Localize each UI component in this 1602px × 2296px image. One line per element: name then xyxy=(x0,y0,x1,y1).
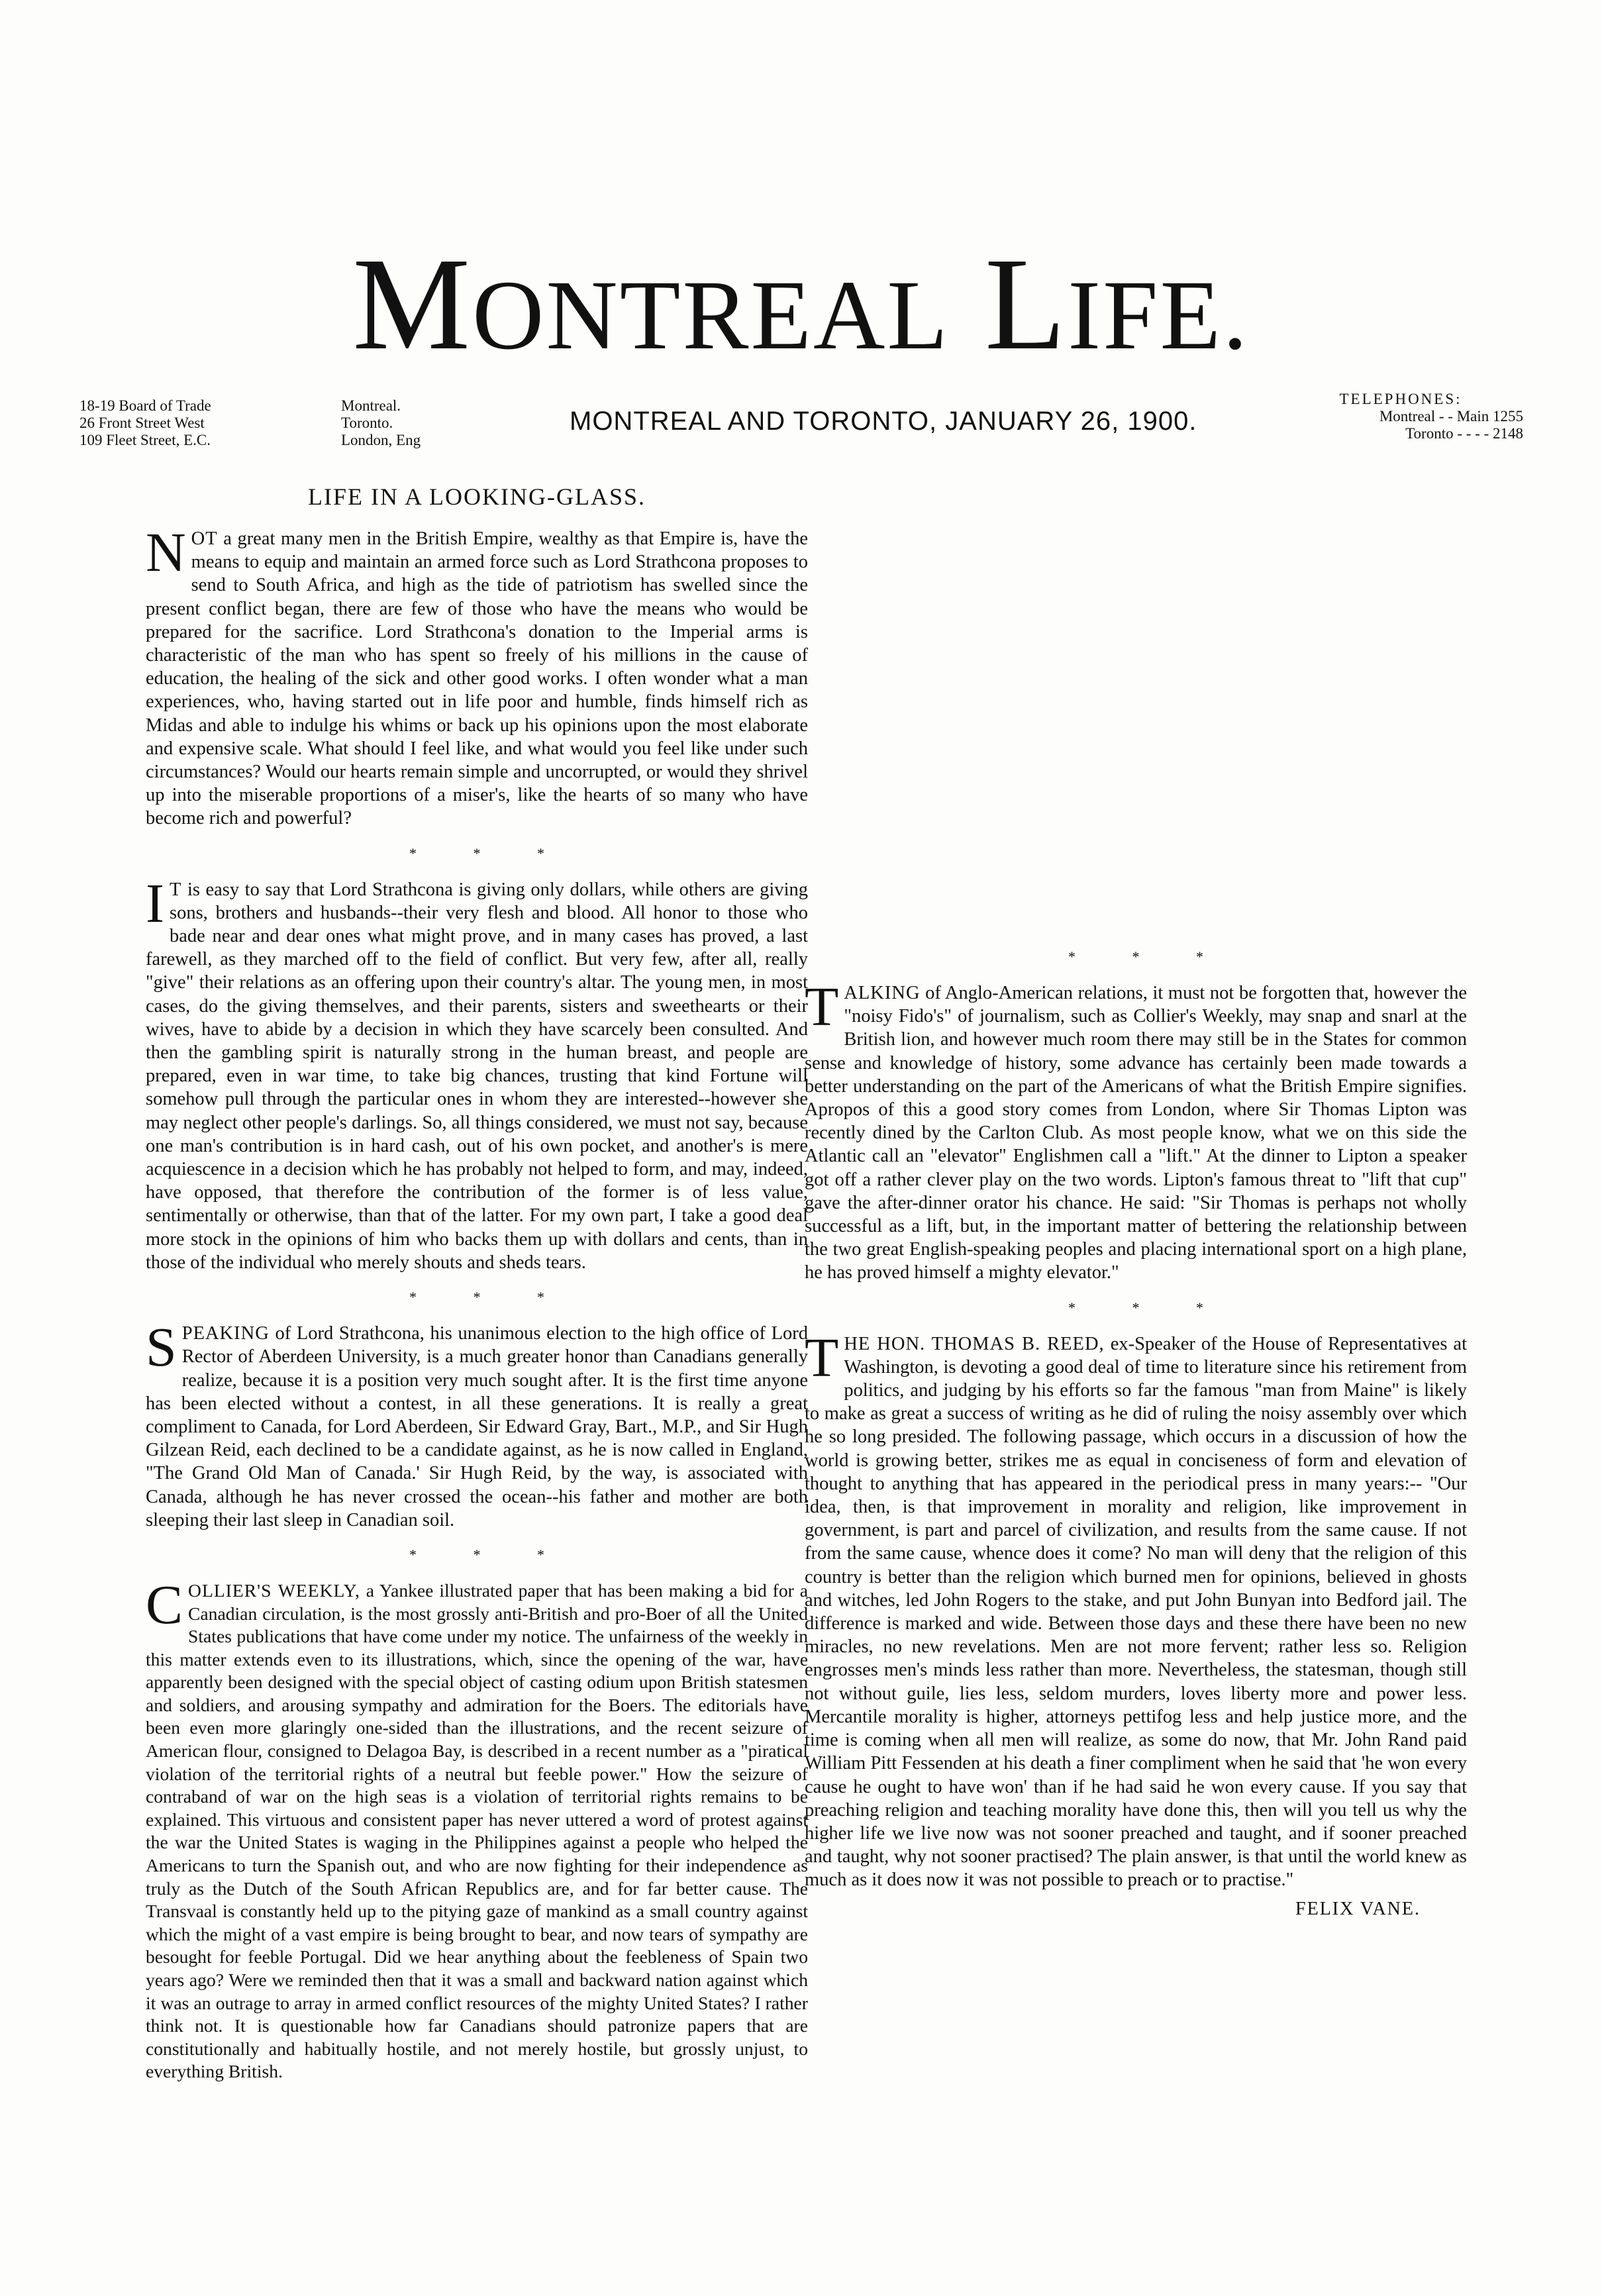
office-addresses xyxy=(79,397,331,449)
city-line: London, Eng xyxy=(341,432,421,448)
section-separator: * * * xyxy=(409,844,544,862)
section-separator: * * * xyxy=(409,1289,544,1306)
telephone-block xyxy=(1238,391,1523,442)
section-separator: * * * xyxy=(1068,948,1203,965)
article-colliers-weekly: COLLIER'S WEEKLY, a Yankee illustrated paper that has been making a bid for a Canadian circulation, is the most grossly anti-British and pro-Boer of all the United States publications that have come under my notice. The unfairness of the weekly in this matter extends even to its illustrations, which, since the opening of the war, have apparently been designed with the special object of casting odium upon British statesmen and soldiers, and arousing sympathy and admiration for the Boers. The editorials have been even more glaringly one-sided than the illustrations, and the recent seizure of American flour, consigned to Delagoa Bay, is described in a recent number as a "piratical violation of the territorial rights of a neutral but feeble power." How the seizure of contraband of war on the high seas is a violation of territorial rights remains to be explained. This virtuous and consistent paper has never uttered a word of protest against the war the United States is waging in the Philippines against a people who helped the Americans to turn the Spanish out, and who are now fighting for their independence as truly as the Dutch of the South African Republics are, and for far better cause. The Transvaal is constantly held up to the pitying gaze of mankind as a small country against which the might of a vast empire is being brought to bear, and now tears of sympathy are besought for feeble Portugal. Did we hear anything about the feebleness of Spain two years ago? Were we reminded then that it was a small and backward nation against which it was an outrage to array in armed conflict resources of the mighty United States? I rather think not. It is questionable how far Canadians should patronize papers that are constitutionally and habitually hostile, and not merely hostile, but grossly unjust, to everything British. xyxy=(146,1573,808,2082)
address-line: 109 Fleet Street, E.C. xyxy=(79,432,211,448)
city-line: Montreal. xyxy=(341,397,401,414)
telephone-line: Toronto - - - - 2148 xyxy=(1405,425,1523,442)
drop-cap: N xyxy=(146,522,186,583)
dateline: MONTREAL AND TORONTO, JANUARY 26, 1900. xyxy=(570,407,1197,436)
article-strathcona-wealth: NOT a great many men in the British Empire, wealthy as that Empire is, have the means to equip and maintain an armed force such as Lord Strathcona proposes to send to South Africa, and high as the tide of patriotism has swelled since the present conflict began, there are few of those who have the means who would be prepared for the sacrifice. Lord Strathcona's donation to the Imperial arms is characteristic of the man who has spent so freely of his millions in the cause of education, the healing of the sick and other good works. I often wonder what a man experiences, who, having started out in life poor and humble, finds himself rich as Midas and able to indulge his whims or back up his opinions upon the most elaborate and expensive scale. What should I feel like, and what would you feel like under such circumstances? Would our hearts remain simple and uncorrupted, or would they shrivel up into the miserable proportions of a miser's, like the hearts of so many who have become rich and powerful? xyxy=(146,522,808,829)
left-column xyxy=(146,477,808,2083)
article-thomas-reed: THE HON. THOMAS B. REED, ex-Speaker of the House of Representatives at Washington, is devoting a good deal of time to literature since his retirement from politics, and judging by his efforts so far the famous "man from Maine" is likely to make as great a success of writing as he did of ruling the noisy assembly over which he so long presided. The following passage, which occurs in a discussion of how the world is growing better, strikes me as equal in conciseness of form and elevation of thought to anything that has appeared in the periodical press in many years:-- "Our idea, then, is that improvement in morality and religion, like improvement in government, is part and parcel of civilization, and results from the same cause. If not from the same cause, whence does it come? No man will deny that the religion of this country is better than the religion which burned men for opinions, believed in ghosts and witches, led John Rogers to the stake, and put John Bunyan into Bedford jail. The difference is marked and wide. Between those days and these there have been no new miracles, no new revelations. Men are not more fervent; rather less so. Religion engrosses men's minds less rather than more. Nevertheless, the statesman, though still not without guile, lies less, seldom murders, loves liberty more and power less. Mercantile morality is higher, attorneys pettifog less and help justice more, and the time is coming when all men will realize, as some do now, that Mr. John Rand paid William Pitt Fessenden at his death a finer compliment when he said that 'he won every cause he ought to have won' than if he had said he won every cause. If you say that preaching religion and teaching morality have done this, then will you tell us why the higher life we live now was not sooner preached and taught, and if sooner preached and taught, why not sooner practised? The plain answer, is that until the world knew as much as it does now it was not possible to preach or to practise." xyxy=(805,1326,1467,1891)
drop-cap: C xyxy=(146,1573,183,1636)
author-signature: FELIX VANE. xyxy=(1295,1898,1421,1919)
drop-cap: I xyxy=(146,872,164,934)
drop-cap: T xyxy=(805,1326,839,1389)
address-line: 18-19 Board of Trade xyxy=(79,397,211,414)
drop-cap: T xyxy=(805,976,839,1038)
telephone-line: Montreal - - Main 1255 xyxy=(1379,408,1523,424)
section-separator: * * * xyxy=(409,1546,544,1563)
right-column xyxy=(805,947,1467,1920)
office-cities xyxy=(341,397,460,449)
drop-cap: S xyxy=(146,1317,177,1379)
article-anglo-american: TALKING of Anglo-American relations, it must not be forgotten that, however the "noisy Fido's" of journalism, such as Collier's Weekly, may snap and snarl at the British lion, and however much room there may still be in the States for common sense and knowledge of history, some advance has certainly been made towards a better understanding on the part of the Americans of what the British Empire signifies. Apropos of this a good story comes from London, where Sir Thomas Lipton was recently dined by the Carlton Club. As most people know, what we on this side the Atlantic call an "elevator" Englishmen call a "lift." At the dinner to Lipton a speaker got off a rather clever play on the two words. Lipton's famous threat to "lift that cup" gave the after-dinner orator his chance. He said: "Sir Thomas is perhaps not wholly successful as a lift, but, in the important matter of bettering the relationship between the two great English-speaking peoples and placing international sport on a high plane, he has proved himself a mighty elevator." xyxy=(805,976,1467,1283)
section-title: LIFE IN A LOOKING-GLASS. xyxy=(308,483,646,510)
article-aberdeen-rector: SPEAKING of Lord Strathcona, his unanimous election to the high office of Lord Rector of Aberdeen University, is a much greater honor than Canadians generally realize, because it is a position very much sought after. It is the first time anyone has been elected without a contest, in all these generations. It is really a great compliment to Canada, for Lord Aberdeen, Sir Edward Gray, Bart., M.P., and Sir Hugh Gilzean Reid, each declined to be a candidate against, as he is now called in England, "The Grand Old Man of Canada.' Sir Hugh Reid, by the way, is associated with Canada, although he has never crossed the ocean--his father and mother are both sleeping their last sleep in Canadian soil. xyxy=(146,1317,808,1530)
article-giving: I T is easy to say that Lord Strathcona is giving only dollars, while others are giving sons, brothers and husbands--their very flesh and blood. All honor to those who bade near and dear ones what might prove, and in many cases has proved, a last farewell, as they marched off to the field of conflict. But very few, after all, really "give" their relations as an offering upon their country's altar. The young men, in most cases, do the giving themselves, and their parents, sisters and sweethearts or their wives, have to abide by a decision in which they have scarcely been consulted. And then the gambling spirit is naturally strong in the human breast, and people are prepared, even in war time, to take big chances, trusting that kind Fortune will somehow pull through the particular ones in whom they are interested--however she may neglect other people's darlings. So, all things considered, we must not say, because one man's contribution is in hard cash, out of his own pocket, and another's is mere acquiescence in a decision which he has probably not helped to form, and may, indeed, have opposed, that therefore the contribution of the former is of less value, sentimentally or otherwise, than that of the latter. For my own part, I take a good deal more stock in the opinions of him who backs them up with dollars and cents, than in those of the individual who merely shouts and sheds tears. xyxy=(146,872,808,1273)
city-line: Toronto. xyxy=(341,415,393,431)
address-line: 26 Front Street West xyxy=(79,415,205,431)
masthead-title: MONTREAL LIFE. xyxy=(352,231,1250,377)
section-separator: * * * xyxy=(1068,1299,1203,1316)
telephone-title: TELEPHONES: xyxy=(1339,391,1462,407)
